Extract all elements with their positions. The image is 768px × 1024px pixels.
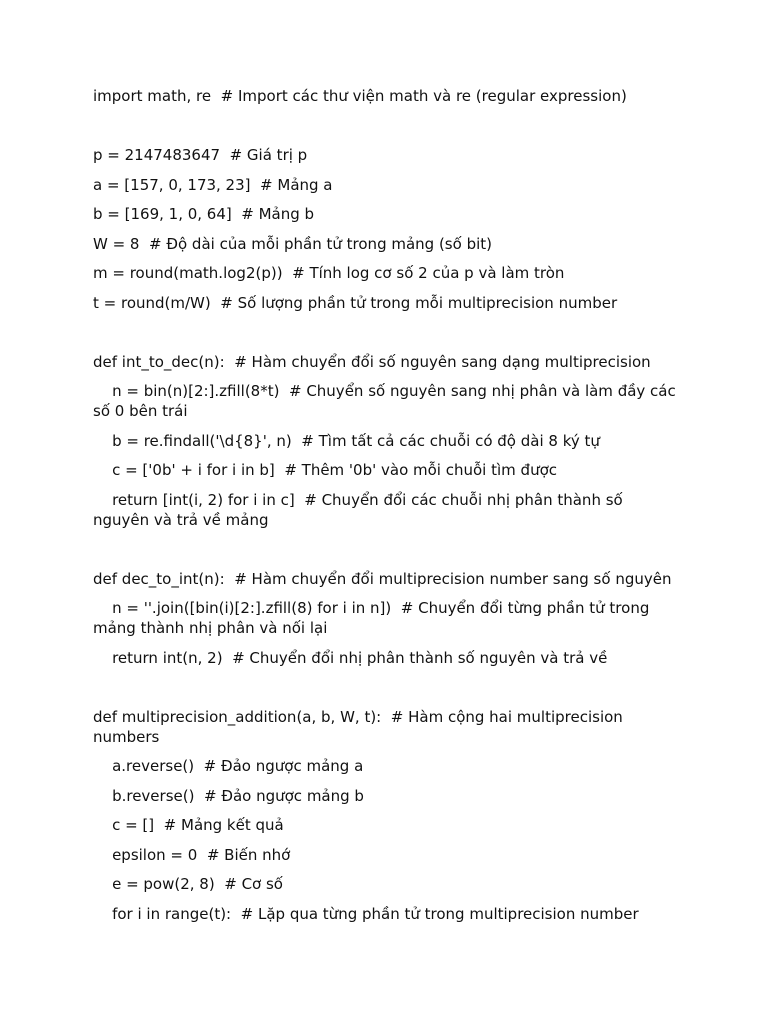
blank-line xyxy=(93,677,683,697)
code-line: b.reverse() # Đảo ngược mảng b xyxy=(93,786,364,805)
code-line: def int_to_dec(n): # Hàm chuyển đổi số nguyên sang dạng multiprecision xyxy=(93,352,651,371)
code-line: t = round(m/W) # Số lượng phần tử trong mỗi multiprecision number xyxy=(93,293,618,312)
code-line: a = [157, 0, 173, 23] # Mảng a xyxy=(93,175,333,194)
code-line: import math, re # Import các thư viện math và re (regular expression) xyxy=(93,87,627,105)
document-body xyxy=(93,86,683,933)
code-line: b = re.findall('\d{8}', n) # Tìm tất cả các chuỗi có độ dài 8 ký tự xyxy=(93,431,600,450)
code-line: def dec_to_int(n): # Hàm chuyển đổi multiprecision number sang số nguyên xyxy=(93,569,672,588)
code-line: e = pow(2, 8) # Cơ số xyxy=(93,875,283,893)
blank-line xyxy=(93,322,683,342)
code-line: def multiprecision_addition(a, b, W, t): # Hàm cộng hai multiprecision numbers xyxy=(93,707,628,746)
code-line: m = round(math.log2(p)) # Tính log cơ số 2 của p và làm tròn xyxy=(93,264,565,282)
code-line: b = [169, 1, 0, 64] # Mảng b xyxy=(93,205,315,223)
code-line: W = 8 # Độ dài của mỗi phần tử trong mảng (số bit) xyxy=(93,234,492,253)
code-line: c = [] # Mảng kết quả xyxy=(93,816,284,834)
code-line: return int(n, 2) # Chuyển đổi nhị phân thành số nguyên và trả về xyxy=(93,648,608,667)
code-line: n = bin(n)[2:].zfill(8*t) # Chuyển số nguyên sang nhị phân và làm đầy các số 0 bên trái xyxy=(93,382,681,420)
code-line: n = ''.join([bin(i)[2:].zfill(8) for i in n]) # Chuyển đổi từng phần tử trong mảng thành nhị phân và nối lại xyxy=(93,599,655,637)
code-line: c = ['0b' + i for i in b] # Thêm '0b' vào mỗi chuỗi tìm được xyxy=(93,461,558,479)
code-line: a.reverse() # Đảo ngược mảng a xyxy=(93,757,364,775)
blank-line xyxy=(93,116,683,136)
code-line: epsilon = 0 # Biến nhớ xyxy=(93,845,291,864)
code-line: return [int(i, 2) for i in c] # Chuyển đổi các chuỗi nhị phân thành số nguyên và trả về mảng xyxy=(93,490,628,529)
code-line: for i in range(t): # Lặp qua từng phần tử trong multiprecision number xyxy=(93,904,639,923)
code-line: p = 2147483647 # Giá trị p xyxy=(93,146,308,164)
blank-line xyxy=(93,539,683,559)
